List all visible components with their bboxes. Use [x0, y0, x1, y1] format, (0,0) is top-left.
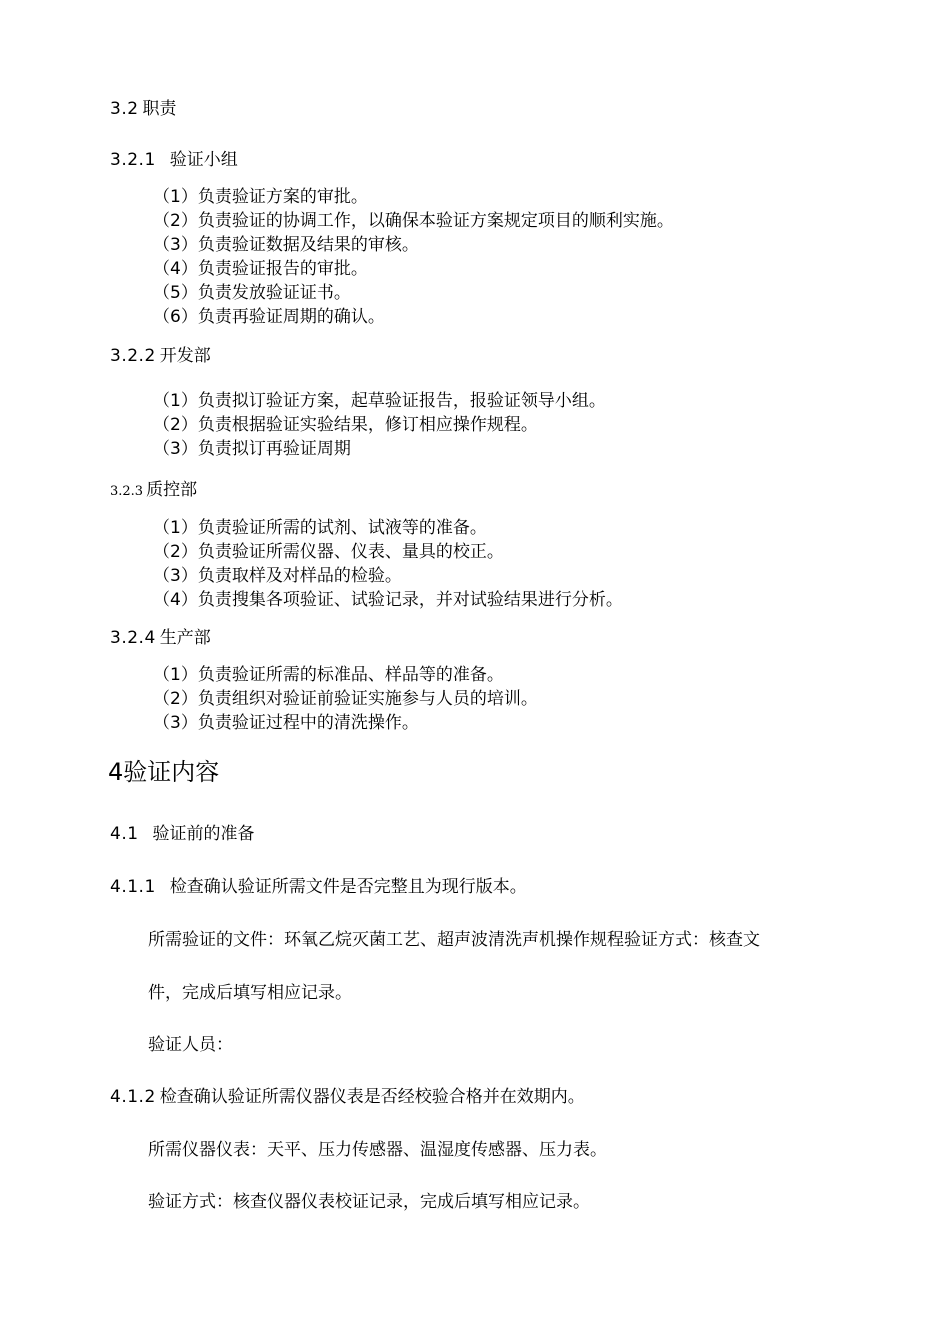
heading-number: 3.2.2 [110, 346, 156, 366]
heading-title: 验证小组 [169, 150, 238, 170]
list-item: （3）负责拟订再验证周期 [153, 439, 351, 459]
heading-4-1-1 [110, 876, 527, 898]
heading-number: 4.1.1 [110, 877, 156, 897]
heading-number: 3.2.3 [110, 484, 144, 499]
heading-3-2-3 [110, 479, 197, 503]
heading-number: 4 [108, 758, 124, 786]
list-item: （3）负责验证过程中的清洗操作。 [153, 713, 419, 733]
heading-title: 生产部 [159, 628, 211, 648]
heading-title: 检查确认验证所需仪器仪表是否经校验合格并在效期内。 [159, 1087, 585, 1107]
heading-number: 4.1.2 [110, 1087, 156, 1107]
heading-title: 质控部 [146, 480, 198, 500]
list-item: （5）负责发放验证证书。 [153, 283, 351, 303]
heading-4-1 [110, 823, 255, 845]
list-item: （1）负责验证方案的审批。 [153, 187, 368, 207]
list-item: （3）负责验证数据及结果的审核。 [153, 235, 419, 255]
heading-3-2-2 [110, 345, 211, 367]
list-item: （2）负责验证的协调工作，以确保本验证方案规定项目的顺利实施。 [153, 211, 674, 231]
heading-title: 检查确认验证所需文件是否完整且为现行版本。 [169, 877, 527, 897]
heading-3-2 [110, 98, 177, 120]
list-item: （4）负责验证报告的审批。 [153, 259, 368, 279]
heading-title: 职责 [142, 99, 177, 119]
heading-4-1-2 [110, 1086, 585, 1108]
heading-4 [108, 757, 219, 787]
heading-title: 验证前的准备 [152, 824, 255, 844]
heading-3-2-4 [110, 627, 211, 649]
paragraph-line: 件，完成后填写相应记录。 [148, 983, 352, 1003]
heading-title: 开发部 [159, 346, 211, 366]
list-item: （1）负责拟订验证方案，起草验证报告，报验证领导小组。 [153, 391, 606, 411]
list-item: （2）负责验证所需仪器、仪表、量具的校正。 [153, 542, 504, 562]
list-item: （2）负责组织对验证前验证实施参与人员的培训。 [153, 689, 538, 709]
heading-number: 3.2.1 [110, 150, 156, 170]
paragraph-line: 所需验证的文件：环氧乙烷灭菌工艺、超声波清洗声机操作规程验证方式：核查文 [148, 930, 760, 950]
paragraph-line: 所需仪器仪表：天平、压力传感器、温湿度传感器、压力表。 [148, 1140, 607, 1160]
heading-number: 3.2.4 [110, 628, 156, 648]
list-item: （4）负责搜集各项验证、试验记录，并对试验结果进行分析。 [153, 590, 623, 610]
heading-number: 4.1 [110, 824, 139, 844]
list-item: （3）负责取样及对样品的检验。 [153, 566, 402, 586]
list-item: （2）负责根据验证实验结果，修订相应操作规程。 [153, 415, 538, 435]
heading-number: 3.2 [110, 99, 139, 119]
heading-title: 验证内容 [123, 758, 220, 786]
paragraph-line: 验证方式：核查仪器仪表校证记录，完成后填写相应记录。 [148, 1192, 590, 1212]
list-item: （6）负责再验证周期的确认。 [153, 307, 385, 327]
paragraph-line: 验证人员： [148, 1035, 233, 1055]
list-item: （1）负责验证所需的标准品、样品等的准备。 [153, 665, 504, 685]
list-item: （1）负责验证所需的试剂、试液等的准备。 [153, 518, 487, 538]
heading-3-2-1 [110, 149, 238, 171]
